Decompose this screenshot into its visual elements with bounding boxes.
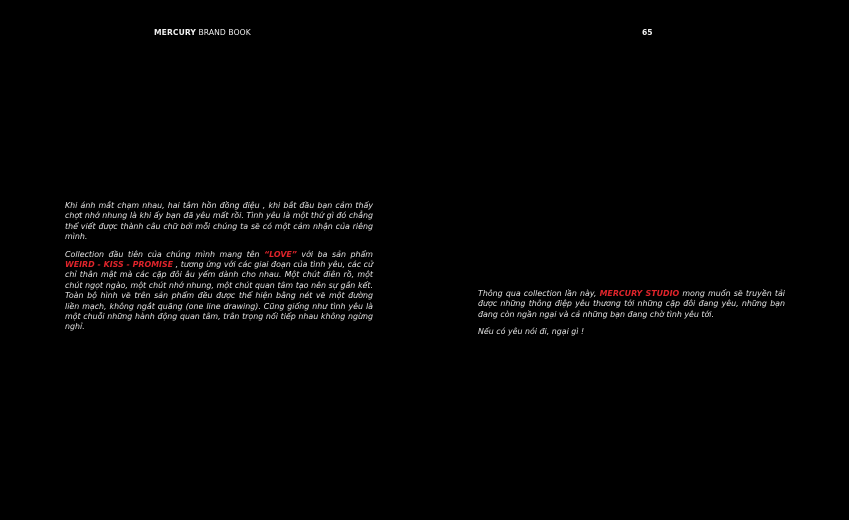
products-highlight: WEIRD - KISS - PROMISE <box>65 260 174 270</box>
studio-highlight: MERCURY STUDIO <box>599 289 680 298</box>
left-paragraph-2-mid: với ba sản phẩm <box>296 249 373 259</box>
right-paragraph-1-rest: mong muốn sẽ truyền tải được những thông điệp yêu thương tới những cặp đôi đang yêu, những bạn đang còn ngần ngại và cả những bạn đang chờ tình yêu tới. <box>478 289 785 319</box>
header-book-title: BRAND BOOK <box>198 28 251 37</box>
page-number: 65 <box>642 28 653 37</box>
left-paragraph-2-intro: Collection đầu tiên của chúng mình mang tên <box>65 249 265 259</box>
right-paragraph-1-intro: Thông qua collection lần này, <box>478 289 600 298</box>
left-page-text <box>65 201 373 340</box>
right-paragraph-2: Nếu có yêu nói đi, ngại gì ! <box>478 327 585 337</box>
running-header <box>154 28 251 37</box>
header-brand: MERCURY <box>154 28 196 37</box>
left-paragraph-1: Khi ánh mắt chạm nhau, hai tâm hồn đồng điệu , khi bắt đầu bạn cảm thấy chợt nhớ nhung là khi ấy bạn đã yêu mất rồi. Tình yêu là một thứ gì đó chẳng thể viết được thành câu chữ bởi mỗi chúng ta sẽ có một cảm nhận của riêng mình. <box>65 201 373 242</box>
right-page-text <box>478 289 785 345</box>
left-paragraph-2-rest: , tương ứng với các giai đoạn của tình yêu, các cử chỉ thân mật mà các cặp đôi âu yếm dành cho nhau. Một chút điên rồ, một chút ngọt ngào, một chút nhớ nhung, một chút quan tâm tạo nên sự gắn kết. Toàn bộ hình vẽ trên sản phẩm đều được thể hiện bằng nét vẽ một đường liền mạch, không ngắt quãng (one line drawing). Cũng giống như tình yêu là một chuỗi những hành động quan tâm, trân trọng nối tiếp nhau không ngừng nghỉ. <box>65 260 374 332</box>
left-paragraph-2 <box>65 250 373 333</box>
right-paragraph-1 <box>478 289 785 320</box>
love-highlight: “LOVE” <box>264 249 297 259</box>
